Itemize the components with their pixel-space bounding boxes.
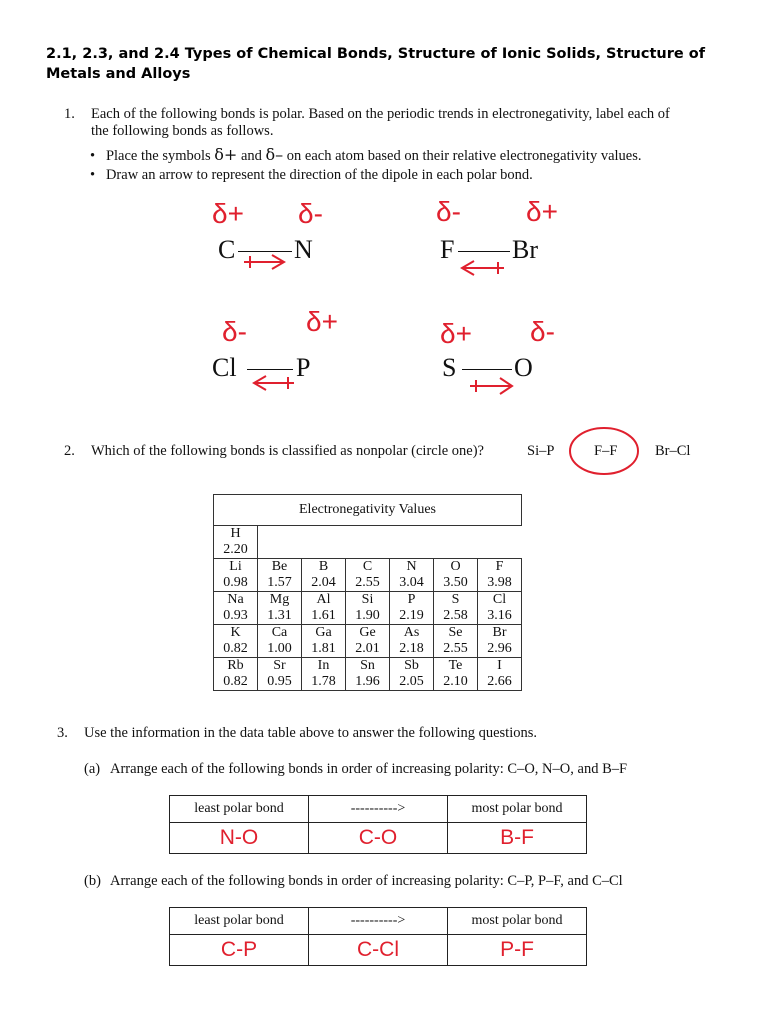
polarity-table-b	[169, 907, 587, 966]
table-title: Electronegativity Values	[214, 495, 522, 526]
dipole-arrow-icon	[458, 258, 508, 278]
table-cell: K 0.82	[214, 625, 258, 658]
q3b-text: Arrange each of the following bonds in order of increasing polarity: C–P, P–F, and C–Cl	[110, 873, 623, 889]
answer-circle-icon	[564, 422, 644, 480]
atom-p: P	[296, 353, 311, 382]
handwritten-partial-charge: δ-	[222, 316, 247, 347]
handwritten-partial-charge: δ-	[530, 316, 555, 347]
table-cell: Ga 1.81	[302, 625, 346, 658]
handwritten-partial-charge: δ-	[436, 196, 461, 227]
empty-cell	[258, 526, 522, 559]
q1-number: 1.	[64, 106, 75, 122]
header-least-polar: least polar bond	[170, 908, 309, 935]
handwritten-answer: P-F	[448, 935, 587, 966]
bullet-dot: •	[90, 167, 96, 183]
delta-minus-symbol: δ–	[265, 145, 284, 164]
table-cell: P 2.19	[390, 592, 434, 625]
atom-cl: Cl	[212, 353, 237, 382]
bullet-1: • Place the symbols δ+ and δ– on each atom based on their relative electronegativity values.	[90, 145, 642, 164]
table-cell: Rb 0.82	[214, 658, 258, 691]
bullet-2: • Draw an arrow to represent the direction of the dipole in each polar bond.	[90, 167, 533, 183]
handwritten-partial-charge: δ-	[298, 198, 323, 229]
handwritten-partial-charge: δ+	[212, 198, 244, 229]
table-cell: H 2.20	[214, 526, 258, 559]
q2-text: Which of the following bonds is classified as nonpolar (circle one)?	[91, 443, 484, 459]
atom-s: S	[442, 353, 457, 382]
header-arrow: ---------->	[309, 908, 448, 935]
page-title: 2.1, 2.3, and 2.4 Types of Chemical Bonds, Structure of Ionic Solids, Structure of Metals and Alloys	[46, 46, 706, 82]
atom-f: F	[440, 235, 455, 264]
table-cell: Na 0.93	[214, 592, 258, 625]
table-cell: B 2.04	[302, 559, 346, 592]
table-cell: Sr 0.95	[258, 658, 302, 691]
table-cell: As 2.18	[390, 625, 434, 658]
q2-number: 2.	[64, 443, 75, 459]
dipole-arrow-icon	[250, 372, 298, 394]
dipole-arrow-icon	[240, 252, 290, 272]
table-cell: N 3.04	[390, 559, 434, 592]
q3-number: 3.	[57, 725, 68, 741]
table-cell: Ge 2.01	[346, 625, 390, 658]
handwritten-partial-charge: δ+	[306, 306, 338, 337]
dipole-arrow-icon	[466, 374, 518, 398]
bullet-dot: •	[90, 148, 96, 164]
delta-plus-symbol: δ+	[214, 145, 238, 164]
handwritten-answer: B-F	[448, 823, 587, 854]
table-cell: Li 0.98	[214, 559, 258, 592]
table-cell: In 1.78	[302, 658, 346, 691]
handwritten-answer: N-O	[170, 823, 309, 854]
q2-option-f-f: F–F	[594, 443, 618, 459]
table-cell: F 3.98	[478, 559, 522, 592]
atom-n: N	[294, 235, 313, 264]
table-row	[214, 559, 522, 592]
q3a-label: (a)	[84, 761, 101, 777]
atom-br: Br	[512, 235, 538, 264]
header-most-polar: most polar bond	[448, 908, 587, 935]
table-row	[214, 625, 522, 658]
handwritten-partial-charge: δ+	[440, 318, 472, 349]
table-cell: Sb 2.05	[390, 658, 434, 691]
bond-line	[458, 251, 510, 252]
table-row	[214, 592, 522, 625]
handwritten-partial-charge: δ+	[526, 196, 558, 227]
handwritten-answer: C-O	[309, 823, 448, 854]
table-cell: Te 2.10	[434, 658, 478, 691]
q3a-text: Arrange each of the following bonds in order of increasing polarity: C–O, N–O, and B–F	[110, 761, 628, 777]
bond-line	[462, 369, 512, 370]
table-cell: Al 1.61	[302, 592, 346, 625]
table-cell: C 2.55	[346, 559, 390, 592]
table-row	[214, 658, 522, 691]
bond-line	[247, 369, 293, 370]
table-cell: Br 2.96	[478, 625, 522, 658]
table-row	[214, 526, 522, 559]
polarity-table-a	[169, 795, 587, 854]
table-cell: Se 2.55	[434, 625, 478, 658]
atom-o: O	[514, 353, 533, 382]
atom-c: C	[218, 235, 236, 264]
table-cell: Be 1.57	[258, 559, 302, 592]
q3b-label: (b)	[84, 873, 101, 889]
handwritten-answer: C-P	[170, 935, 309, 966]
table-cell: I 2.66	[478, 658, 522, 691]
header-arrow: ---------->	[309, 796, 448, 823]
electronegativity-table	[213, 494, 522, 691]
q2-option-si-p: Si–P	[527, 443, 555, 459]
table-cell: Cl 3.16	[478, 592, 522, 625]
table-cell: Sn 1.96	[346, 658, 390, 691]
header-least-polar: least polar bond	[170, 796, 309, 823]
table-cell: O 3.50	[434, 559, 478, 592]
q2-option-br-cl: Br–Cl	[655, 443, 691, 459]
table-cell: S 2.58	[434, 592, 478, 625]
table-cell: Mg 1.31	[258, 592, 302, 625]
table-cell: Ca 1.00	[258, 625, 302, 658]
q1-line1: Each of the following bonds is polar. Based on the periodic trends in electronegativity, label each of	[91, 106, 670, 122]
handwritten-answer: C-Cl	[309, 935, 448, 966]
table-cell: Si 1.90	[346, 592, 390, 625]
header-most-polar: most polar bond	[448, 796, 587, 823]
q3-text: Use the information in the data table above to answer the following questions.	[84, 725, 538, 741]
q1-line2: the following bonds as follows.	[91, 123, 274, 139]
